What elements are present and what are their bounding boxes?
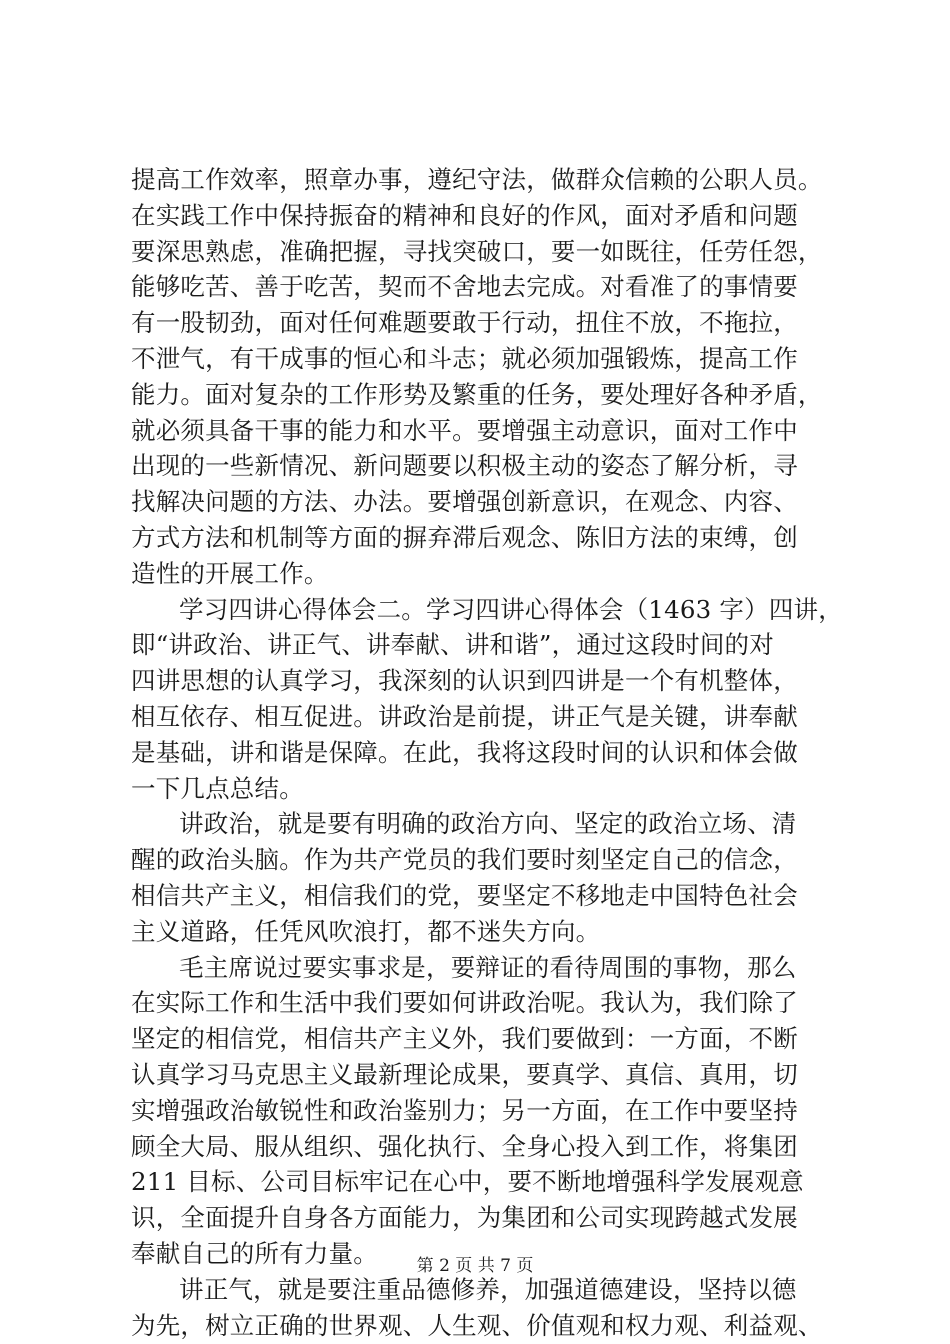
text-line: 提高工作效率，照章办事，遵纪守法，做群众信赖的公职人员。 bbox=[131, 165, 823, 194]
text-line: 主义道路，任凭风吹浪打，都不迷失方向。 bbox=[131, 916, 601, 946]
text-line: 坚定的相信党，相信共产主义外，我们要做到：一方面，不断 bbox=[131, 1024, 798, 1054]
text-line: 识，全面提升自身各方面能力，为集团和公司实现跨越式发展 bbox=[131, 1203, 798, 1233]
text-line: 奉献自己的所有力量。 bbox=[131, 1238, 378, 1268]
text-line: 211 目标、公司目标牢记在心中，要不断地增强科学发展观意 bbox=[131, 1167, 804, 1197]
text-line: 实增强政治敏锐性和政治鉴别力；另一方面，在工作中要坚持 bbox=[131, 1095, 798, 1125]
body-text bbox=[131, 162, 843, 1343]
text-line: 相信共产主义，相信我们的党，要坚定不移地走中国特色社会 bbox=[131, 880, 798, 910]
text-line: 方式方法和机制等方面的摒弃滞后观念、陈旧方法的束缚，创 bbox=[131, 522, 798, 552]
text-line: 找解决问题的方法、办法。要增强创新意识，在观念、内容、 bbox=[131, 487, 798, 517]
text-line: 能够吃苦、善于吃苦，契而不舍地去完成。对看准了的事情要 bbox=[131, 272, 798, 302]
text-line: 就必须具备干事的能力和水平。要增强主动意识，面对工作中 bbox=[131, 415, 798, 445]
text-line: 顾全大局、服从组织、强化执行、全身心投入到工作，将集团 bbox=[131, 1131, 798, 1161]
text-line: 出现的一些新情况、新问题要以积极主动的姿态了解分析，寻 bbox=[131, 451, 798, 481]
paragraph-start-line: 讲政治，就是要有明确的政治方向、坚定的政治立场、清 bbox=[179, 809, 797, 839]
text-line: 即“讲政治、讲正气、讲奉献、讲和谐”，通过这段时间的对 bbox=[131, 630, 774, 660]
paragraph-start-line: 学习四讲心得体会二。学习四讲心得体会（1463 字）四讲， bbox=[179, 594, 843, 624]
text-line: 为先，树立正确的世界观、人生观、价值观和权力观、利益观、 bbox=[131, 1310, 823, 1340]
text-line: 有一股韧劲，面对任何难题要敢于行动，扭住不放，不拖拉， bbox=[131, 308, 798, 338]
text-line: 是基础，讲和谐是保障。在此，我将这段时间的认识和体会做 bbox=[131, 737, 798, 767]
text-line: 四讲思想的认真学习，我深刻的认识到四讲是一个有机整体， bbox=[131, 666, 798, 696]
text-line: 一下几点总结。 bbox=[131, 773, 304, 803]
page-number-footer: 第 2 页 共 7 页 bbox=[416, 1256, 534, 1276]
text-line: 在实际工作和生活中我们要如何讲政治呢。我认为，我们除了 bbox=[131, 988, 798, 1018]
text-line: 醒的政治头脑。作为共产党员的我们要时刻坚定自己的信念， bbox=[131, 845, 798, 875]
text-line: 认真学习马克思主义最新理论成果，要真学、真信、真用，切 bbox=[131, 1059, 798, 1089]
paragraph-start-line: 毛主席说过要实事求是，要辩证的看待周围的事物，那么 bbox=[179, 952, 797, 982]
text-line: 要深思熟虑，准确把握，寻找突破口，要一如既往，任劳任怨， bbox=[131, 236, 823, 266]
text-line: 能力。面对复杂的工作形势及繁重的任务，要处理好各种矛盾， bbox=[131, 379, 823, 409]
text-line: 相互依存、相互促进。讲政治是前提，讲正气是关键，讲奉献 bbox=[131, 701, 798, 731]
text-line: 在实践工作中保持振奋的精神和良好的作风，面对矛盾和问题 bbox=[131, 200, 798, 230]
paragraph-start-line: 讲正气，就是要注重品德修养，加强道德建设，坚持以德 bbox=[179, 1274, 797, 1304]
text-line: 造性的开展工作。 bbox=[131, 558, 329, 588]
text-line: 不泄气，有干成事的恒心和斗志；就必须加强锻炼，提高工作 bbox=[131, 343, 798, 373]
